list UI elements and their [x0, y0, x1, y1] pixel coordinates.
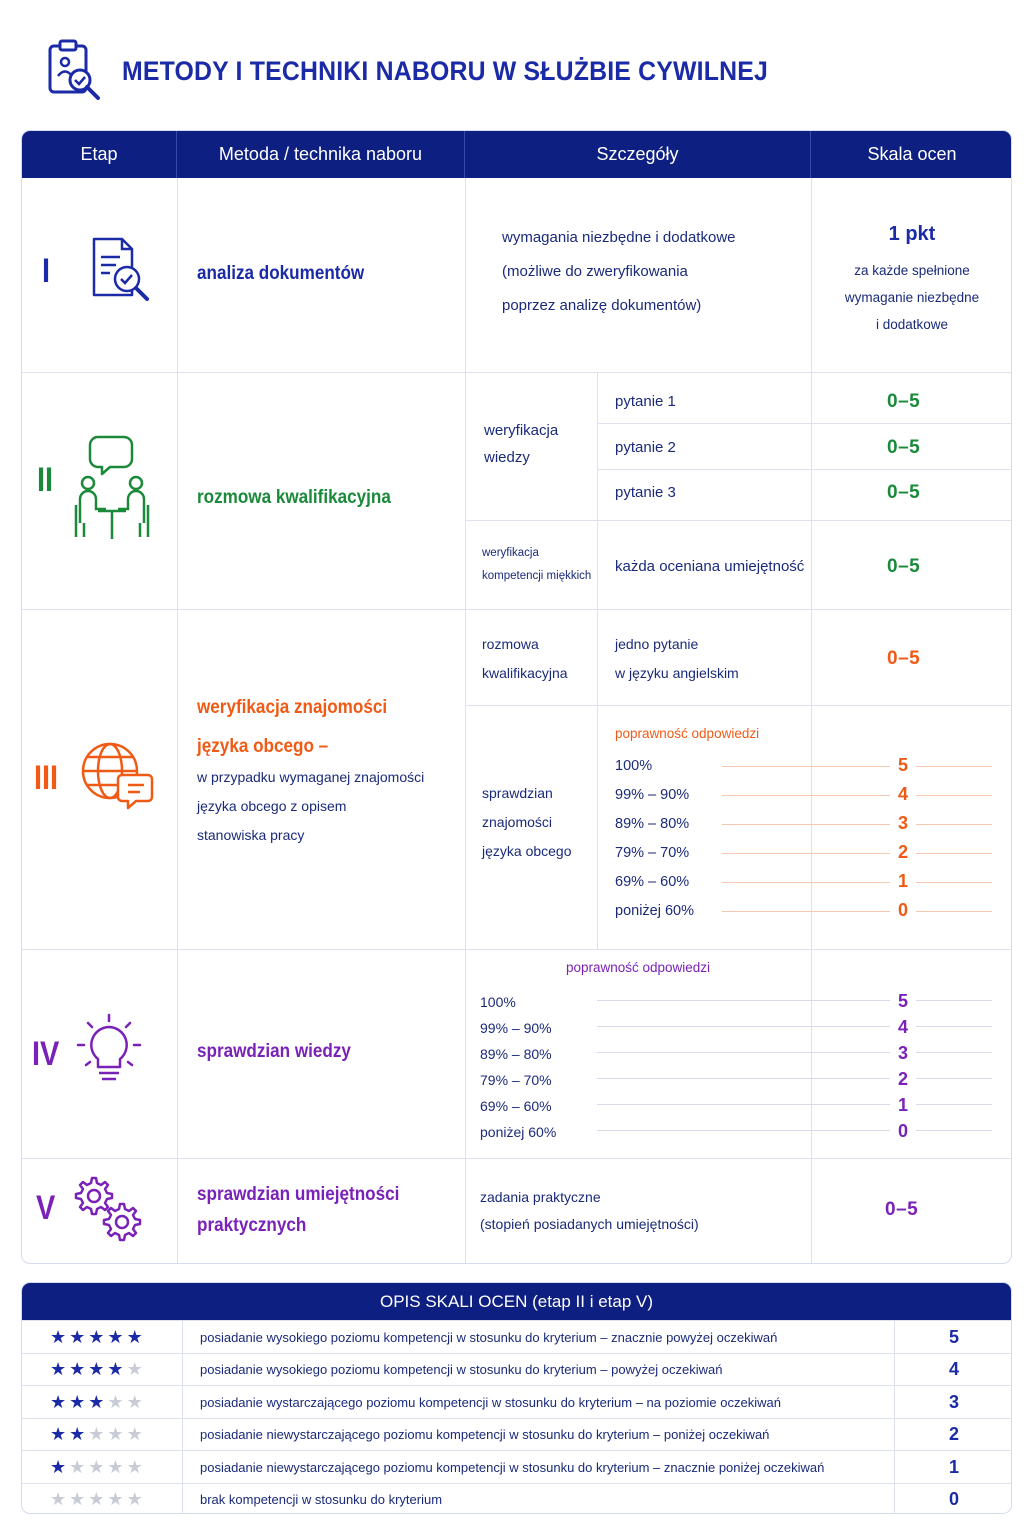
legend-value: 5 [894, 1321, 1012, 1354]
stage-2-group-2: weryfikacja [482, 547, 539, 559]
pct-points-value: 3 [890, 809, 916, 838]
legend-description: posiadanie niewystarczającego poziomu kompetencji w stosunku do kryterium – poniżej oczekiwań [182, 1418, 894, 1451]
stage-3-sub2-1: sprawdzian [482, 785, 553, 801]
star-filled-icon: ★ [50, 1391, 70, 1412]
stage-4-method: sprawdzian wiedzy [197, 1041, 351, 1062]
pct-points-value: 0 [890, 896, 916, 925]
stage-5-method-2: praktycznych [197, 1215, 307, 1236]
stage-3-question-a: jedno pytanie [615, 636, 699, 652]
stage-1-detail-3: poprzez analizę dokumentów) [502, 297, 702, 314]
stage-1-detail-2: (możliwe do zweryfikowania [502, 263, 688, 280]
score-desc-line: i dodatkowe [875, 317, 949, 332]
pct-points-value: 2 [890, 1065, 916, 1094]
pct-range-label: 79% – 70% [615, 844, 690, 861]
pct-points-value: 0 [890, 1117, 916, 1146]
legend-row [22, 1483, 1012, 1515]
methods-table [21, 130, 1012, 1264]
star-filled-icon: ★ [88, 1326, 108, 1347]
stage-2-question-1: pytanie 1 [615, 393, 676, 410]
star-rating [22, 1489, 182, 1510]
stage-3-question-b: w języku angielskim [615, 665, 739, 681]
legend-value: 0 [894, 1483, 1012, 1514]
score-desc-line: za każde spełnione [854, 263, 970, 278]
pct-leader-line [722, 824, 992, 825]
star-empty-icon: ★ [69, 1489, 89, 1509]
legend-description: posiadanie wystarczającego poziomu kompetencji w stosunku do kryterium – na poziomie oczekiwań [182, 1386, 894, 1419]
page-title: METODY I TECHNIKI NABORU W SŁUŻBIE CYWILNEJ [122, 55, 768, 86]
star-filled-icon: ★ [69, 1326, 89, 1347]
stage-1-roman: I [42, 252, 51, 290]
stage-5-detail-2: (stopień posiadanych umiejętności) [480, 1216, 699, 1232]
pct-leader-line [597, 1104, 992, 1105]
legend-value: 2 [894, 1418, 1012, 1451]
star-filled-icon: ★ [69, 1359, 89, 1379]
star-filled-icon: ★ [50, 1424, 70, 1444]
stage-3-desc-2: języka obcego z opisem [197, 798, 347, 814]
star-rating [22, 1359, 182, 1380]
star-empty-icon: ★ [88, 1489, 108, 1509]
pct-leader-line [597, 1130, 992, 1131]
star-empty-icon: ★ [69, 1456, 89, 1477]
star-empty-icon: ★ [88, 1424, 108, 1444]
legend-title: OPIS SKALI OCEN (etap II i etap V) [22, 1283, 1011, 1320]
gears-icon [72, 1174, 144, 1242]
pct-leader-line [597, 1052, 992, 1053]
pct-range-label: poniżej 60% [615, 902, 694, 919]
star-filled-icon: ★ [69, 1391, 89, 1412]
pct-leader-line [597, 1026, 992, 1027]
stage-2-question-4: każda oceniana umiejętność [615, 558, 805, 575]
stage-3-roman: III [34, 759, 59, 797]
star-empty-icon: ★ [88, 1456, 108, 1477]
pct-leader-line [722, 911, 992, 912]
star-filled-icon: ★ [126, 1326, 146, 1347]
stage-2-group-1: weryfikacja [484, 422, 559, 439]
pct-points-value: 4 [890, 780, 916, 809]
pct-points-value: 3 [890, 1039, 916, 1068]
star-rating [22, 1457, 182, 1478]
col-szczegoly: Szczegóły [465, 131, 811, 178]
pct-points-value: 5 [890, 751, 916, 780]
star-filled-icon: ★ [50, 1359, 70, 1379]
star-filled-icon: ★ [50, 1456, 70, 1477]
legend-row [22, 1385, 1012, 1418]
stage-3-sub1-b: kwalifikacyjna [482, 665, 568, 681]
legend-description: posiadanie niewystarczającego poziomu kompetencji w stosunku do kryterium – znacznie poniżej oczekiwań [182, 1451, 894, 1484]
pct-leader-line [722, 853, 992, 854]
pct-range-label: 99% – 90% [480, 1019, 552, 1036]
star-rating [22, 1392, 182, 1413]
col-etap: Etap [22, 131, 177, 178]
stage-5-roman: V [36, 1189, 56, 1227]
stage-2-score-3: 0–5 [887, 482, 921, 503]
stage-5-score: 0–5 [885, 1199, 919, 1220]
legend-value: 1 [894, 1451, 1012, 1484]
interview-people-icon [74, 435, 150, 541]
pct-points-value: 1 [890, 1091, 916, 1120]
stage-2-score-2: 0–5 [887, 437, 921, 458]
stage-3-score: 0–5 [887, 648, 921, 669]
star-empty-icon: ★ [50, 1489, 70, 1509]
stage-1-score: 1 pkt [888, 223, 936, 245]
star-empty-icon: ★ [126, 1359, 146, 1379]
pct-leader-line [722, 766, 992, 767]
pct-range-label: 89% – 80% [615, 815, 690, 832]
stage-3-correctness-label: poprawność odpowiedzi [615, 726, 760, 741]
page-header [44, 36, 824, 106]
legend-value: 3 [894, 1386, 1012, 1419]
document-check-icon [90, 235, 152, 305]
stage-2-question-3: pytanie 3 [615, 484, 676, 501]
stage-4-correctness-label: poprawność odpowiedzi [565, 960, 711, 975]
star-filled-icon: ★ [88, 1391, 108, 1412]
legend-row [22, 1320, 1012, 1353]
star-filled-icon: ★ [88, 1359, 108, 1379]
star-empty-icon: ★ [126, 1391, 146, 1412]
stage-2-question-2: pytanie 2 [615, 439, 676, 456]
table-header [22, 131, 1012, 178]
stage-2-group-2b: kompetencji miękkich [482, 570, 592, 582]
star-empty-icon: ★ [126, 1424, 146, 1444]
pct-leader-line [722, 795, 992, 796]
pct-points-value: 2 [890, 838, 916, 867]
stage-3-method-2: języka obcego – [197, 736, 329, 757]
stage-3-desc-3: stanowiska pracy [197, 827, 305, 843]
rating-scale-legend [21, 1282, 1012, 1514]
stage-2-method: rozmowa kwalifikacyjna [197, 487, 391, 508]
star-rating [22, 1327, 182, 1348]
legend-row [22, 1353, 1012, 1386]
star-rating [22, 1424, 182, 1445]
stage-2-score-1: 0–5 [887, 391, 921, 412]
star-empty-icon: ★ [126, 1489, 146, 1509]
pct-range-label: 79% – 70% [480, 1071, 552, 1088]
pct-range-label: 69% – 60% [615, 873, 690, 890]
stage-5-detail-1: zadania praktyczne [480, 1189, 601, 1205]
pct-points-value: 5 [890, 987, 916, 1016]
legend-description: posiadanie wysokiego poziomu kompetencji w stosunku do kryterium – powyżej oczekiwań [182, 1353, 894, 1386]
legend-row [22, 1418, 1012, 1451]
col-skala: Skala ocen [867, 144, 957, 164]
stage-1-detail-1: wymagania niezbędne i dodatkowe [502, 229, 736, 246]
star-filled-icon: ★ [107, 1326, 127, 1347]
star-empty-icon: ★ [107, 1456, 127, 1477]
pct-leader-line [597, 1000, 992, 1001]
stage-4-roman: IV [32, 1035, 60, 1073]
star-empty-icon: ★ [107, 1424, 127, 1444]
stage-2-roman: II [37, 461, 54, 499]
star-filled-icon: ★ [50, 1326, 70, 1347]
pct-range-label: 69% – 60% [480, 1097, 552, 1114]
pct-points-value: 4 [890, 1013, 916, 1042]
stage-3-sub2-3: języka obcego [482, 843, 572, 859]
stage-3-sub2-2: znajomości [482, 814, 553, 830]
pct-points-value: 1 [890, 867, 916, 896]
pct-leader-line [597, 1078, 992, 1079]
pct-range-label: 100% [615, 757, 653, 774]
star-empty-icon: ★ [107, 1391, 127, 1412]
col-metoda: Metoda / technika naboru [177, 131, 465, 178]
legend-description: posiadanie wysokiego poziomu kompetencji w stosunku do kryterium – znacznie powyżej oczekiwań [182, 1321, 894, 1354]
star-empty-icon: ★ [107, 1489, 127, 1509]
lightbulb-icon [76, 1013, 142, 1089]
stage-5-method-1: sprawdzian umiejętności [197, 1184, 400, 1205]
stage-3-method-1: weryfikacja znajomości [197, 697, 388, 718]
pct-leader-line [722, 882, 992, 883]
stage-1-method: analiza dokumentów [197, 263, 365, 284]
stage-2-score-4: 0–5 [887, 556, 921, 577]
legend-row [22, 1450, 1012, 1483]
score-desc-line: wymaganie niezbędne [844, 290, 980, 305]
pct-range-label: 89% – 80% [480, 1045, 552, 1062]
star-filled-icon: ★ [107, 1359, 127, 1379]
globe-chat-icon [80, 739, 154, 811]
stage-3-desc-1: w przypadku wymaganej znajomości [197, 769, 425, 785]
clipboard-magnifier-icon [44, 38, 104, 104]
stage-3-sub1-a: rozmowa [482, 636, 539, 652]
stage-1-score-desc [811, 257, 1012, 338]
stage-2-group-1b: wiedzy [484, 449, 530, 466]
star-filled-icon: ★ [69, 1424, 89, 1444]
star-empty-icon: ★ [126, 1456, 146, 1477]
pct-range-label: 99% – 90% [615, 786, 690, 803]
legend-description: brak kompetencji w stosunku do kryterium [182, 1483, 894, 1514]
pct-range-label: 100% [480, 993, 516, 1010]
legend-value: 4 [894, 1353, 1012, 1386]
pct-range-label: poniżej 60% [480, 1123, 557, 1140]
